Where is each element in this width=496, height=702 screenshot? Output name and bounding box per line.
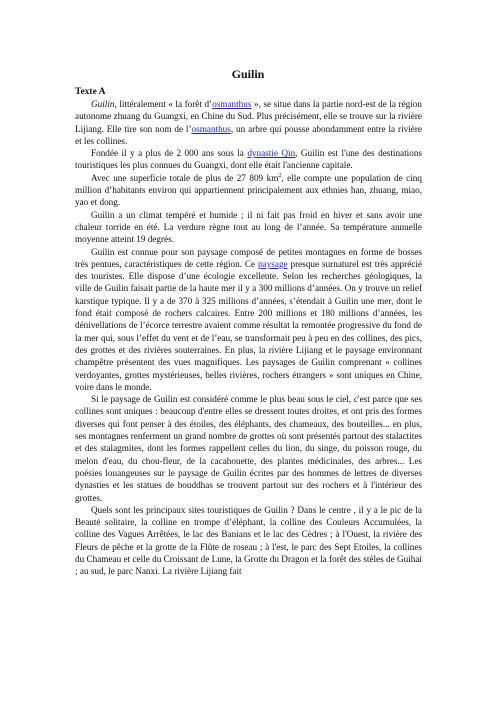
osmanthus-link-2[interactable]: osmanthus — [191, 123, 231, 134]
paragraph-1-text-a: , littéralement « la forêt d’ — [114, 99, 213, 109]
paragraph-5-text-a: Guilin est connue pour son paysage composé de petites montagnes en forme de bosses très pentues, caractéristiques de cette région. Ce — [75, 246, 422, 269]
superscript-2: 2 — [278, 172, 282, 179]
paragraph-3 — [75, 172, 422, 209]
paysage-link[interactable]: paysage — [258, 258, 288, 269]
paragraph-2-text-b: , Guilin est l'une des destinations touristiques les plus connues du Guangxi, dont elle était l'ancienne capitale. — [75, 148, 422, 171]
article-body — [75, 98, 422, 578]
section-subtitle: Texte A — [75, 87, 106, 97]
dynastie-qin-link[interactable]: dynastie Qin — [247, 148, 296, 159]
paragraph-4: Guilin a un climat tempéré et humide ; il ni fait pas froid en hiver et sans avoir une chaleur torride en été. La verdure règne tout au long de l’année. Sa température annuelle moyenne atteint 19 degrés. — [75, 209, 422, 245]
paragraph-6: Si le paysage de Guilin est considéré comme le plus beau sous le ciel, c'est parce que ses collines sont uniques : beaucoup d'entre elles se dressent toutes droites, et ont pris des formes diverses qui font penser à des étoiles, des éléphants, des chameaux, des bouteilles... en plus, ses montagnes renferment un grand nombre de grottes où sont présentés partout des stalactites et des stalagmites, dont les formes rappellent celles du lion, du singe, du poisson rouge, du melon d'eau, du chou-fleur, de la cacahouette, des plantes médicinales, des arbres... Les poésies louangeuses sur le paysage de Guilin écrites par des hommes de lettres de diverses dynasties et les statues de bouddhas se trouvent partout sur des rochers et à l'intérieur des grottes. — [75, 394, 422, 503]
paragraph-1-text-c: , un arbre qui pousse abondamment entre la rivière et les collines. — [75, 123, 422, 146]
page-title: Guilin — [231, 67, 265, 81]
paragraph-2-text-a: Fondée il y a plus de 2 000 ans sous la — [91, 148, 248, 159]
osmanthus-link-1[interactable]: osmanthus — [212, 99, 252, 109]
paragraph-1 — [75, 98, 422, 147]
guilin-name: Guilin — [91, 99, 115, 109]
paragraph-1-text-b: », se situe dans la partie nord-est de la région autonome zhuang du Guangxi, en Chine du Sud. Plus précisément, elle se trouve sur la rivière Lijiang. Elle tire son nom de l’ — [75, 99, 422, 134]
paragraph-5-text-b: presque surnaturel est très apprécié des touristes. Elle dispose d’une écologie excellente. Selon les recherches géologiques, la ville de Guilin faisait partie de la haute mer il y a 300 millions d’années. On y trouve un relief karstique typique. Il y a de 370 à 325 millions d’années, s’étendait à Guilin une mer, dont le fond était composé de rochers calcaires. Entre 200 millions et 180 millions d’années, les dénivellations de l’écorce terrestre avaient comme résultat la remontée progressive du fond de la mer qui, sous l’effet du vent et de l’eau, se transformait peu à peu en des collines, des pics, des grottes et des rivières souterraines. En plus, la rivière Lijiang et le paysage environnant champêtre présentent des vues magnifiques. Les paysages de Guilin comprenant « collines verdoyantes, grottes mystérieuses, belles rivières, rochers étrangers » sont uniques en Chine, voire dans le monde. — [75, 258, 423, 392]
paragraph-3-text-b: , elle compte une population de cinq million d’habitants environ qui appartiennent principalement aux ethnies han, zhuang, miao, yao et dong. — [75, 172, 422, 208]
paragraph-3-text-a: Avec une superficie totale de plus de 27 809 km — [91, 172, 279, 183]
paragraph-7: Quels sont les principaux sites touristiques de Guilin ? Dans le centre , il y a le pic de la Beauté solitaire, la colline en trompe d’éléphant, la colline des Couleurs Accumulées, la colline des Vagues Arrêtées, le lac des Banians et le lac des Cèdres ; à l'Ouest, la rivière des Fleurs de pêche et la grotte de la Flûte de roseau ; à l'est, le parc des Sept Etoiles, la collines du Chameau et celle du Croissant de Lune, la Grotte du Dragon et la forêt des stèles de Guihai ; au sud, le parc Nanxi. La rivière Lijiang fait — [75, 504, 422, 577]
paragraph-5 — [75, 246, 422, 394]
paragraph-2 — [75, 147, 422, 172]
